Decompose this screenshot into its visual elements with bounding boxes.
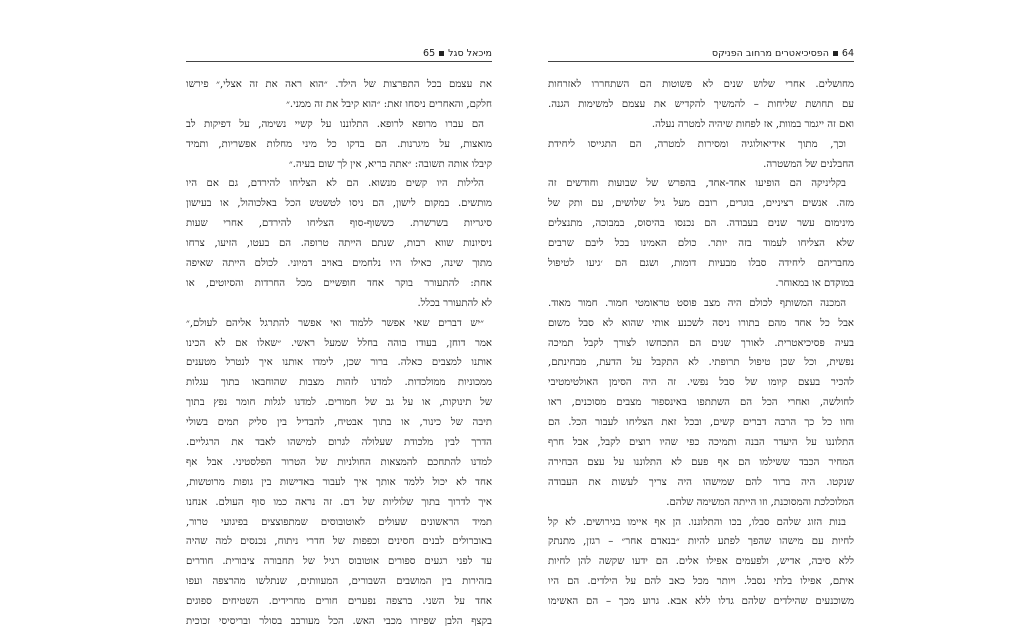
right-header-title-group xyxy=(712,48,854,59)
text-line: את עצמם בכל התפרצות של הילד. ״הוא ראה את זה אצלי,״ פירשו xyxy=(186,79,492,90)
text-line: תיבה של כינור, או בתוך אבטיח, להבדיל בין סליק תמים בשולי xyxy=(186,417,492,429)
text-line: נפשית, וכל שכן טיפול תרופתי. לא התקבל על הדעת, מבחינתם, xyxy=(548,357,854,369)
text-line: שלא הצליחו לעמוד בזה יותר. כולם האמינו בכל ליבם שרבים xyxy=(548,238,854,250)
text-line: ניסיונות שווא רבות, שנתם הייתה טרופה. הם בעטו, הזיעו, צרחו xyxy=(186,238,492,250)
text-line: מותשים. במקום לישון, הם ניסו לטשטש הכל באלכוהול, או בעישון xyxy=(186,198,492,210)
text-line: ממכוניות ממולכדות. למדנו לזהות מצבות שהוחבאו בתוך עגלות xyxy=(186,377,492,389)
text-line: חלקם, והאחרים ניסחו זאת: ״הוא קיבל את זה ממני.״ xyxy=(286,98,492,110)
right-page xyxy=(548,0,854,608)
text-line: מינימום עשר שנים בעבודה. הם נכנסו בהיסוס, במבוכה, מתנצלים xyxy=(548,218,854,230)
text-line: בנות הזוג שלהם סבלו, בכו והתלוננו. הן אף איימו בגירושים. לא קל xyxy=(548,516,846,528)
book-title: הפסיכיאטרים מרחוב הפניקס xyxy=(711,47,829,59)
text-line: עד לפני רגעים ספורים אוטובוס רגיל של תחבורה ציבורית. חודרים xyxy=(186,556,492,568)
text-line: לחיות עם מישהו שהפך לפתע להיות ״בנאדם אחר״ – רגזן, מתנתק xyxy=(548,536,854,548)
text-line: ״יש דברים שאי אפשר ללמוד ואי אפשר להתרגל אליהם לעולם,״ xyxy=(186,317,484,329)
text-line: מחושלים. אחרי שלוש שנים לא פשוטות הם השתחררו לאזרחות xyxy=(548,79,854,90)
text-line: שנקטו. היה ברור להם שמישהו היה צריך לעשות את העבודה xyxy=(548,476,854,488)
text-line: משוכנעים שהילדים שלהם גדלו ללא אבא. גרוע מכך – הם האשימו xyxy=(548,596,854,608)
text-line: להכיר בעצם קיומו של סבל נפשי. זה היה הסימן האולטימטיבי xyxy=(548,377,854,389)
text-line: מחבריהם ליחידה סבלו מבעיות דומות, ושגם הם ׳גיעו לטיפול xyxy=(548,258,854,270)
text-line: החבלנים של המשטרה. xyxy=(763,158,854,170)
text-line: של תינוקות, או על גב של חמורים. למדנו לגלות חומר נפץ בתוך xyxy=(186,397,492,409)
left-page-body xyxy=(186,75,492,632)
text-line: המחיר הכבד ששילמו הם אף פעם לא התלוננו על עצם הבחירה xyxy=(548,456,854,468)
text-line: הדרך לבין מלכודת שעלולה לגרום למישהו לאבד את הרגליים. xyxy=(186,437,492,449)
text-line: אחד לא יכול ללמד אותך איך לעבור באדישות בין גופות מרוטשות, xyxy=(186,476,492,488)
text-line: קיבלו אותה תשובה: ״אתה בריא, אין לך שום בעיה.״ xyxy=(288,158,492,170)
left-page-header xyxy=(186,46,492,60)
square-bullet-icon xyxy=(439,51,444,56)
text-line: אחד על השני. ברצפה נפערים חורים מחרידים. השטיחים ספוגים xyxy=(186,596,492,608)
text-line: התלוננו על היעדר הבנה ותמיכה כפי שהיו רוצים לקבל, אבל חרף xyxy=(548,437,854,449)
text-line: בקצף הלבן שפיזרו מכבי האש. הכל מעורבב בסולר ובריסיסי זכוכית xyxy=(186,616,492,628)
left-page xyxy=(186,0,492,628)
text-line: בעיה פסיכיאטרית. לאורך שנים הם התכחשו לצורך לקבל תמיכה xyxy=(548,337,854,349)
text-line: מזה. אנשים רציניים, בוגרים, רובם מעל גיל שלושים, עם ותק של xyxy=(548,198,854,210)
text-line: אבל כל אחד מהם בתורו ניסה לשכנע אותי שהוא לא סבל משום xyxy=(548,317,854,329)
text-line: תמיד הראשונים שעולים לאוטובוסים שמתפוצצים בפיגועי טרור, xyxy=(186,516,492,528)
text-line: בזהירות בין המושבים השבורים, המעוותים, שנתלשו מהרצפה ועפו xyxy=(186,576,492,588)
text-line: סיגריות בשרשרת. כששוף-סוף הצליחו להירדם, אחרי שעות xyxy=(186,218,492,230)
text-line: איתם, אפילו בלתי נסבל. ויותר מכל כאב להם על הילדים. הם היו xyxy=(548,576,854,588)
text-line: לא להתעורר בכלל. xyxy=(417,297,492,309)
text-line: מתוך שינה, כאילו היו נלחמים באויב דמיוני. לכולם הייתה שאיפה xyxy=(186,258,492,270)
text-line: באוברולים לבנים חסינים וכפפות של חדרי ניתוח, נכנסים למה שהיה xyxy=(186,536,492,548)
text-line: הלילות היו קשים מנשוא. הם לא הצליחו להירדם, גם אם היו xyxy=(186,178,484,190)
left-header-author-group xyxy=(423,48,492,59)
author-name: מיכאל סגל xyxy=(448,47,492,59)
text-line: אחת: להתעורר בוקר אחד חופשיים מכל החרדות והסיוטים, או xyxy=(186,277,492,289)
text-line: עם תחושת שליחות – להמשיך להקדיש את עצמם למשימות הגנה. xyxy=(548,98,854,110)
text-line: במוקדם או במאוחר. xyxy=(775,277,854,289)
text-line: איך לדרוך בתוך שלוליות של דם. זה נראה כמו סוף העולם. אנחנו xyxy=(186,496,492,508)
text-line: מואצות, על מיגרנות. הם בדקו כל מיני מחלות אפשריות, ותמיד xyxy=(186,138,492,150)
text-line: המכנה המשותף לכולם היה מצב פוסט טראומטי חמור. חמור מאוד. xyxy=(548,297,846,309)
text-line: ללא סיבה, אדיש, ולפעמים אפילו אלים. הם ידעו שקשה להן לחיות xyxy=(548,556,854,568)
right-page-body xyxy=(548,75,854,612)
text-line: לחולשה, ואחרי הכל הם השתתפו באינספור מצבים מסוכנים, ראו xyxy=(548,397,854,409)
text-line: וכך, מתוך אידיאולוגיה ומסירות למטרה, הם התגייסו ליחידת xyxy=(548,138,846,150)
text-line: וחוו כל כך הרבה דברים קשים, ובכל זאת הצליחו לעבור הכל. הם xyxy=(548,417,854,429)
text-line: למדנו להתחכם להמצאות החולניות של הטרור הפלסטיני. אבל אף xyxy=(186,456,492,468)
text-line: אותנו למצבים כאלה. ברור שכן, לימדו אותנו איך לנטרל מטענים xyxy=(186,357,492,369)
header-rule xyxy=(186,61,492,62)
page-number: 65 xyxy=(423,47,436,59)
page-number: 64 xyxy=(841,47,854,59)
right-page-header xyxy=(548,46,854,60)
text-line: ואם זה ייגמר במוות, אז לפחות שיהיה למטרה נעלה. xyxy=(651,118,854,130)
text-line: בקליניקה הם הופיעו אחד-אחד, בהפרש של שבועות וחודשים זה xyxy=(548,178,846,190)
text-line: הם עברו מרופא לרופא. התלוננו על קשיי נשימה, על דפיקות לב xyxy=(186,118,484,130)
square-bullet-icon xyxy=(833,51,838,56)
header-rule xyxy=(548,61,854,62)
text-line: המלוכלכת והמסוכנת, וזו הייתה המשימה שלהם. xyxy=(666,496,854,508)
text-line: אמר דוחן, בעודו בוהה בחלל שמעל ראשי. ״שאלו אם לא הכינו xyxy=(186,337,492,349)
